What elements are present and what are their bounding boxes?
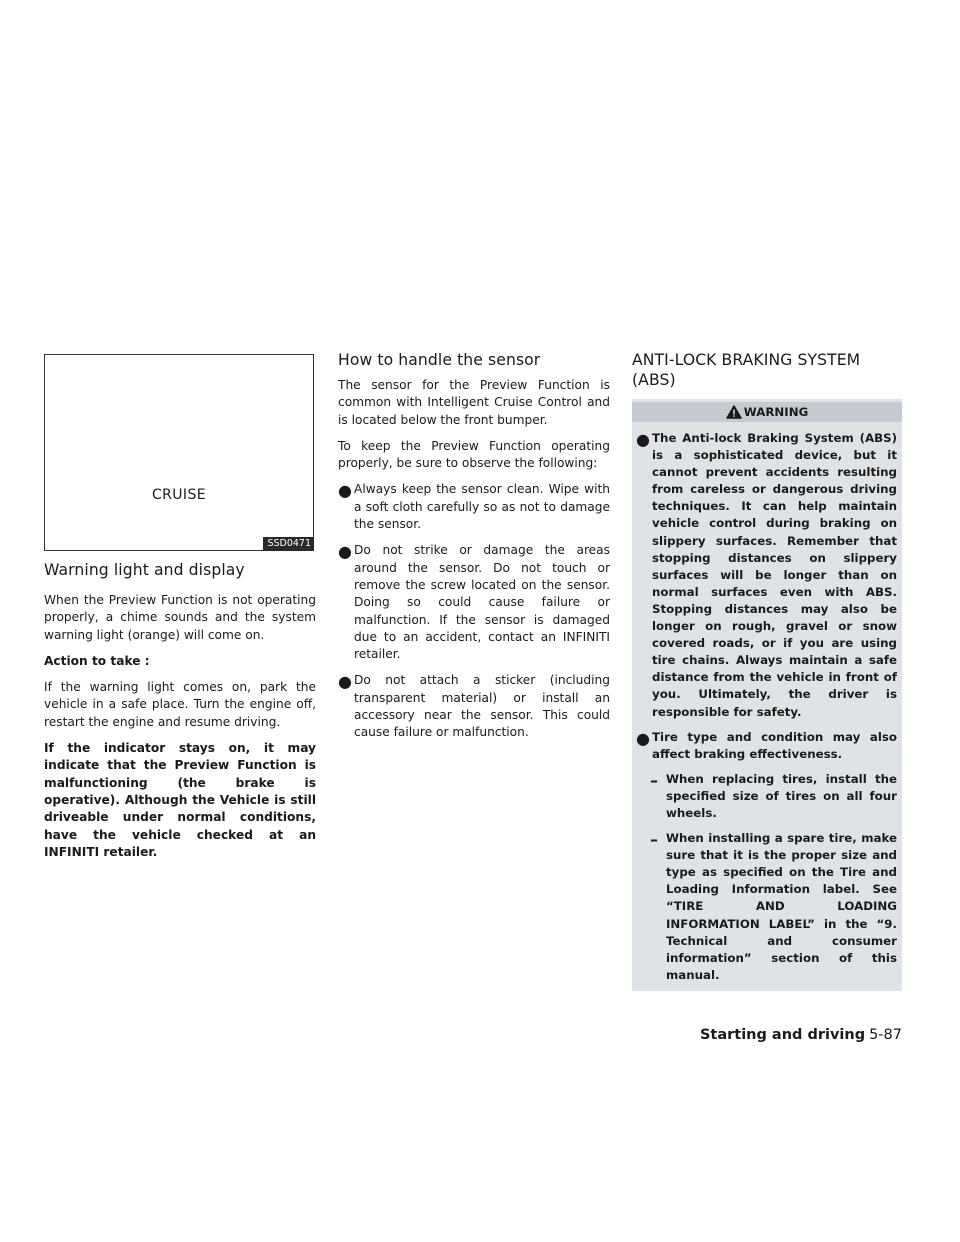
warning-light-para2: If the warning light comes on, park the vehicle in a safe place. Turn the engine off, restart the engine and resume driving. — [44, 680, 316, 729]
warning-light-para3: If the indicator stays on, it may indicate that the Preview Function is malfunctioning (the brake is operative). Although the Vehicle is still driveable under normal conditions, have the vehicle checked at an INFINITI retailer. — [44, 741, 316, 859]
bullet-mark: ● — [636, 430, 650, 449]
sensor-bullet — [338, 672, 610, 741]
sensor-heading: How to handle the sensor — [338, 351, 541, 369]
abs-sub-bullet — [636, 771, 897, 822]
figure-code: SSD0471 — [263, 537, 314, 551]
dash-mark: – — [650, 830, 658, 850]
bullet-mark: ● — [636, 728, 650, 748]
page-footer — [700, 1025, 902, 1045]
sensor-bullet-text: Do not strike or damage the areas around the sensor. Do not touch or remove the screw located on the sensor. Doing so could cause failure or malfunction. If the sensor is damaged due to an accident, contact an INFINITI retailer. — [354, 543, 610, 662]
abs-sub-bullet-text: When installing a spare tire, make sure that it is the proper size and type as specified on the Tire and Loading Information label. See “TIRE AND LOADING INFORMATION LABEL” in the “9. Technical and consumer information” section of this manual. — [666, 831, 897, 982]
sensor-para2: To keep the Preview Function operating properly, be sure to observe the following: — [338, 438, 610, 471]
action-label: Action to take : — [44, 653, 150, 668]
abs-bullet-text: Tire type and condition may also affect braking effectiveness. — [652, 729, 897, 761]
warning-header — [632, 402, 902, 422]
sensor-bullet — [338, 542, 610, 663]
footer-section: Starting and driving — [699, 1027, 866, 1043]
bullet-mark: ● — [338, 542, 352, 562]
warning-title: WARNING — [743, 405, 809, 419]
figure-display-text: CRUISE — [151, 487, 206, 503]
abs-bullet — [636, 729, 897, 763]
sensor-bullet-text: Do not attach a sticker (including transparent material) or install an accessory near the sensor. This could cause failure or malfunction. — [354, 673, 610, 740]
abs-sub-bullet-text: When replacing tires, install the specified size of tires on all four wheels. — [666, 771, 897, 820]
dash-mark: – — [650, 770, 658, 790]
footer-page-number: 5-87 — [869, 1027, 902, 1043]
middle-column — [338, 350, 610, 742]
abs-heading: ANTI-LOCK BRAKING SYSTEM (ABS) — [632, 351, 861, 389]
abs-bullet-text: The Anti-lock Braking System (ABS) is a sophisticated device, but it cannot prevent accidents resulting from careless or dangerous driving techniques. It can help maintain vehicle control during braking on slippery surfaces. Remember that stopping distances on slippery surfaces will be longer than on normal surfaces even with ABS. Stopping distances may also be longer on rough, gravel or snow covered roads, or if you are using tire chains. Always maintain a safe distance from the vehicle in front of you. Ultimately, the driver is responsible for safety. — [652, 431, 897, 719]
left-column — [44, 354, 316, 861]
abs-sub-bullet — [636, 830, 897, 984]
warning-light-para1: When the Preview Function is not operating properly, a chime sounds and the system warning light (orange) will come on. — [44, 593, 316, 642]
warning-light-heading: Warning light and display — [44, 561, 245, 579]
right-column — [632, 350, 902, 991]
bullet-mark: ● — [338, 672, 352, 692]
abs-warning-box — [632, 399, 902, 991]
abs-bullet — [636, 430, 897, 721]
bullet-mark: ● — [338, 481, 352, 501]
sensor-bullet-text: Always keep the sensor clean. Wipe with a soft cloth carefully so as not to damage the sensor. — [354, 482, 610, 532]
warning-triangle-icon — [726, 405, 742, 419]
cruise-indicator-figure — [44, 354, 314, 551]
sensor-bullet — [338, 481, 610, 533]
sensor-para1: The sensor for the Preview Function is common with Intelligent Cruise Control and is located below the front bumper. — [338, 378, 610, 427]
